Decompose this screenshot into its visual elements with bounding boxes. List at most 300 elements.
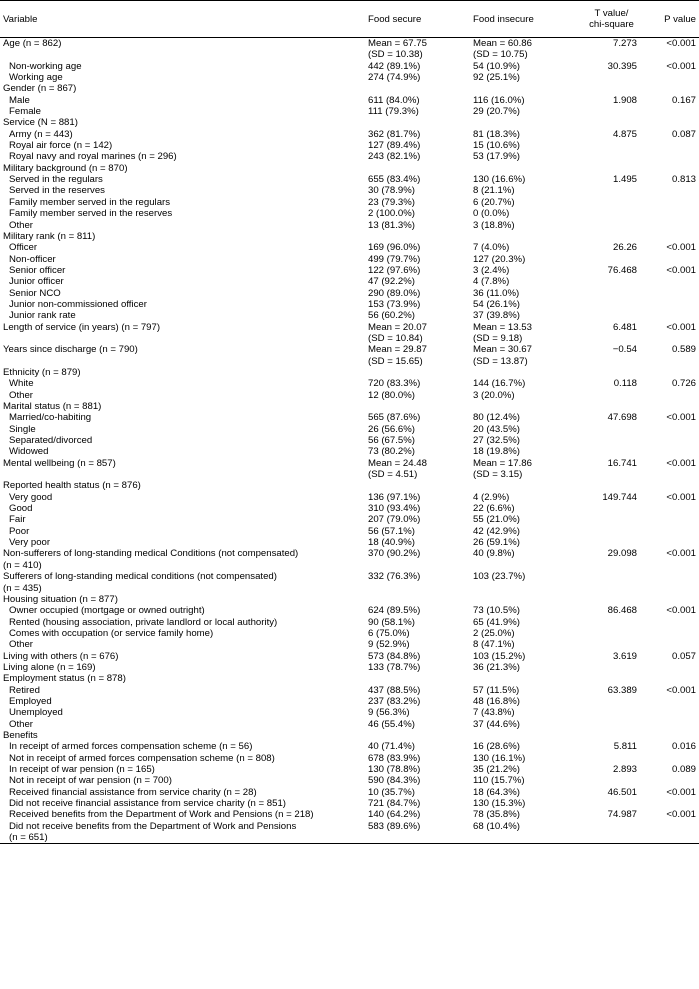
food-insecure-cell [473,344,577,367]
t-value-cell [577,639,645,650]
food-insecure-cell [473,571,577,594]
food-secure-value: Mean = 67.75 [368,38,427,49]
t-value-cell [577,707,645,718]
food-insecure-cell [473,753,577,764]
food-secure-cell [368,129,473,140]
p-value-cell: <0.001 [666,786,696,798]
food-insecure-cell [473,95,577,106]
variable-cell [0,662,368,673]
t-value-cell [577,288,645,299]
food-secure-cell [368,571,473,594]
p-value-cell: <0.001 [666,321,696,333]
p-value-cell [645,151,699,162]
food-insecure-value: 65 (41.9%) [473,616,520,628]
food-insecure-cell [473,38,577,61]
food-insecure-value: 8 (47.1%) [473,639,515,651]
t-value-cell [577,480,645,491]
table-row [0,174,699,185]
p-value-cell: 0.057 [671,650,696,662]
food-insecure-cell [473,696,577,707]
variable-label: Age (n = 862) [3,38,62,49]
p-value-cell: <0.001 [666,242,696,254]
food-insecure-value: 8 (21.1%) [473,185,515,197]
food-secure-value: Mean = 20.07 [368,321,427,333]
table-row [0,344,699,367]
variable-cell [0,537,368,548]
table-row [0,424,699,435]
food-secure-value: 437 (88.5%) [368,684,421,696]
variable-cell [0,231,368,242]
food-insecure-value: Mean = 30.67 [473,344,532,356]
food-secure-value: 90 (58.1%) [368,616,415,628]
food-secure-value: Mean = 24.48 [368,457,427,469]
variable-label: Housing situation (n = 877) [3,593,118,605]
variable-label-cont: (n = 651) [9,832,48,844]
food-secure-value: 140 (64.2%) [368,809,421,821]
t-value-cell: 46.501 [607,786,637,798]
food-insecure-cell [473,310,577,321]
food-insecure-cell [473,288,577,299]
food-secure-cell [368,809,473,820]
variable-cell [0,617,368,628]
food-insecure-cell [473,514,577,525]
table-row [0,719,699,730]
table-row [0,265,699,276]
food-insecure-cell [473,537,577,548]
food-secure-value: 122 (97.6%) [368,264,421,276]
food-insecure-value: 37 (39.8%) [473,310,520,322]
table-row [0,242,699,253]
food-insecure-cell [473,424,577,435]
variable-cell [0,242,368,253]
food-insecure-cell [473,276,577,287]
food-insecure-cell [473,401,577,412]
t-value-cell [577,106,645,117]
food-secure-cell [368,401,473,412]
food-insecure-cell [473,106,577,117]
t-value-cell: 63.389 [607,684,637,696]
food-insecure-value: 81 (18.3%) [473,128,520,140]
table-row [0,548,699,571]
p-value-cell [645,594,699,605]
variable-label: Did not receive financial assistance from service charity (n = 851) [9,798,287,810]
variable-label: Royal navy and royal marines (n = 296) [9,151,177,163]
food-secure-cell [368,174,473,185]
variable-cell [0,514,368,525]
food-insecure-value: 127 (20.3%) [473,253,526,265]
food-insecure-cell [473,662,577,673]
header-t-value-line1: T value/ [594,8,629,19]
food-secure-value: 111 (79.3%) [368,106,419,118]
variable-cell [0,696,368,707]
food-insecure-value: 54 (10.9%) [473,60,520,72]
food-insecure-value: 55 (21.0%) [473,514,520,526]
food-insecure-value: 6 (20.7%) [473,196,515,208]
food-secure-value: 332 (76.3%) [368,571,421,583]
food-secure-cell [368,322,473,345]
p-value-cell [645,526,699,537]
variable-label: Employment status (n = 878) [3,673,126,685]
food-secure-cell [368,662,473,673]
p-value-cell: 0.167 [671,94,696,106]
table-row [0,639,699,650]
food-secure-cell [368,310,473,321]
food-secure-value: 133 (78.7%) [368,661,421,673]
food-secure-cell [368,764,473,775]
variable-label: Living with others (n = 676) [3,650,119,662]
t-value-cell: 47.698 [607,412,637,424]
t-value-cell: 74.987 [607,809,637,821]
header-t-value-line2: chi-square [589,19,634,30]
table-row [0,696,699,707]
food-secure-value: 237 (83.2%) [368,695,421,707]
table-row [0,185,699,196]
table-row [0,390,699,401]
t-value-cell [577,163,645,174]
table-row [0,594,699,605]
food-insecure-cell [473,61,577,72]
variable-label: Family member served in the reserves [9,208,173,220]
food-secure-cell [368,594,473,605]
variable-cell [0,424,368,435]
food-secure-cell [368,503,473,514]
t-value-cell [577,117,645,128]
variable-cell [0,719,368,730]
food-secure-cell [368,163,473,174]
food-insecure-sd: (SD = 9.18) [473,332,523,344]
t-value-cell: 2.893 [612,764,637,775]
food-insecure-value: 36 (21.3%) [473,661,520,673]
p-value-cell [645,276,699,287]
variable-label-cont: (n = 435) [3,582,42,594]
header-p-value: P value [645,1,699,38]
p-value-cell [645,514,699,525]
food-secure-cell [368,151,473,162]
variable-label: Owner occupied (mortgage or owned outright) [9,605,205,617]
t-value-cell: 29.098 [607,548,637,560]
variable-cell [0,787,368,798]
t-value-cell [577,367,645,378]
table-row [0,140,699,151]
p-value-cell [645,220,699,231]
variable-cell [0,775,368,786]
food-secure-cell [368,220,473,231]
food-insecure-value: 2 (25.0%) [473,627,515,639]
table-row [0,197,699,208]
variable-label: Fair [9,514,26,526]
t-value-cell: 7.273 [612,38,637,49]
variable-label: Length of service (in years) (n = 797) [3,321,161,333]
t-value-cell [577,435,645,446]
food-secure-cell [368,344,473,367]
variable-cell [0,628,368,639]
p-value-cell: <0.001 [666,548,696,560]
p-value-cell [645,72,699,83]
variable-cell [0,174,368,185]
food-insecure-cell [473,787,577,798]
t-value-cell [577,594,645,605]
food-secure-sd: (SD = 10.38) [368,49,423,61]
variable-cell [0,378,368,389]
variable-cell [0,412,368,423]
food-secure-cell [368,288,473,299]
t-value-cell: 1.908 [612,94,637,106]
p-value-cell [645,639,699,650]
table-row [0,95,699,106]
variable-label: Separated/divorced [9,435,93,447]
food-secure-cell [368,435,473,446]
variable-cell [0,129,368,140]
food-secure-cell [368,492,473,503]
food-insecure-value: 0 (0.0%) [473,208,510,220]
table-row [0,617,699,628]
food-secure-cell [368,458,473,481]
food-secure-cell [368,61,473,72]
food-insecure-cell [473,208,577,219]
t-value-cell [577,197,645,208]
food-insecure-value: 18 (64.3%) [473,786,520,798]
p-value-cell [645,106,699,117]
table-row [0,809,699,820]
p-value-cell [645,775,699,786]
variable-label: Single [9,423,36,435]
food-secure-cell [368,628,473,639]
food-insecure-cell [473,798,577,809]
t-value-cell [577,730,645,741]
variable-label: Junior non-commissioned officer [9,298,147,310]
t-value-cell [577,514,645,525]
food-insecure-value: 27 (32.5%) [473,435,520,447]
food-secure-cell [368,185,473,196]
header-variable: Variable [0,1,368,38]
food-secure-cell [368,719,473,730]
p-value-cell [645,571,699,594]
food-secure-cell [368,651,473,662]
food-secure-cell [368,480,473,491]
header-food-insecure: Food insecure [473,1,577,38]
food-insecure-value: 20 (43.5%) [473,423,520,435]
t-value-cell [577,424,645,435]
food-insecure-cell [473,322,577,345]
food-insecure-cell [473,435,577,446]
t-value-cell [577,696,645,707]
food-insecure-cell [473,707,577,718]
p-value-cell [645,798,699,809]
variable-label: Did not receive benefits from the Department of Work and Pensions [9,820,297,832]
food-insecure-cell [473,730,577,741]
food-secure-value: 274 (74.9%) [368,72,421,84]
food-secure-sd: (SD = 15.65) [368,355,423,367]
table-row [0,628,699,639]
t-value-cell [577,254,645,265]
food-insecure-value: 18 (19.8%) [473,446,520,458]
food-secure-cell [368,276,473,287]
food-insecure-cell [473,821,577,844]
food-insecure-value: 22 (6.6%) [473,503,515,515]
table-row [0,117,699,128]
p-value-cell [645,662,699,673]
t-value-cell: 0.118 [613,378,637,390]
table-row [0,151,699,162]
p-value-cell: 0.726 [671,378,696,390]
table-row [0,753,699,764]
table-row [0,254,699,265]
p-value-cell: 0.589 [671,344,696,356]
p-value-cell [645,435,699,446]
food-secure-value: 23 (79.3%) [368,196,415,208]
food-secure-value: 583 (89.6%) [368,820,421,832]
food-insecure-sd: (SD = 10.75) [473,49,528,61]
food-secure-value: 611 (84.0%) [368,94,420,106]
p-value-cell: <0.001 [666,412,696,424]
food-secure-cell [368,390,473,401]
variable-label: Senior officer [9,264,66,276]
variable-label: Widowed [9,446,49,458]
variable-cell [0,401,368,412]
food-insecure-cell [473,412,577,423]
p-value-cell [645,673,699,684]
t-value-cell [577,140,645,151]
variable-cell [0,571,368,594]
food-secure-cell [368,537,473,548]
p-value-cell: <0.001 [666,264,696,276]
food-insecure-value: Mean = 60.86 [473,38,532,49]
table-row [0,503,699,514]
food-insecure-cell [473,492,577,503]
table-row [0,673,699,684]
t-value-cell: −0.54 [612,344,637,356]
table-row [0,492,699,503]
food-insecure-value: 130 (15.3%) [473,798,526,810]
variable-label: Non-working age [9,60,82,72]
food-secure-cell [368,605,473,616]
table-row [0,83,699,94]
variable-label: Years since discharge (n = 790) [3,344,138,356]
p-value-cell [645,197,699,208]
variable-label: Non-sufferers of long-standing medical Conditions (not compensated) [3,548,299,560]
t-value-cell: 1.495 [612,174,637,186]
food-secure-cell [368,424,473,435]
variable-cell [0,61,368,72]
food-insecure-value: 3 (18.8%) [473,219,515,231]
food-secure-value: 362 (81.7%) [368,128,421,140]
p-value-cell: <0.001 [666,491,696,503]
food-insecure-cell [473,617,577,628]
variable-cell [0,809,368,820]
variable-label: Officer [9,242,38,254]
variable-label: White [9,378,34,390]
variable-cell [0,299,368,310]
table-row [0,571,699,594]
variable-cell [0,651,368,662]
food-secure-cell [368,265,473,276]
t-value-cell [577,401,645,412]
food-secure-value: Mean = 29.87 [368,344,427,356]
table-row [0,208,699,219]
variable-label: Army (n = 443) [9,128,73,140]
variable-cell [0,72,368,83]
variable-cell [0,151,368,162]
variable-cell [0,185,368,196]
t-value-cell [577,310,645,321]
table-row [0,526,699,537]
food-insecure-cell [473,548,577,571]
variable-label-cont: (n = 410) [3,559,42,571]
food-insecure-cell [473,231,577,242]
food-insecure-value: 144 (16.7%) [473,378,526,390]
variable-cell [0,446,368,457]
variable-label: Family member served in the regulars [9,196,171,208]
food-secure-value: 565 (87.6%) [368,412,421,424]
table-row [0,514,699,525]
food-insecure-value: 130 (16.6%) [473,174,526,186]
t-value-cell [577,208,645,219]
variable-label: Military background (n = 870) [3,162,128,174]
p-value-cell [645,707,699,718]
p-value-cell [645,163,699,174]
table-row [0,231,699,242]
table-row [0,129,699,140]
food-secure-value: 56 (60.2%) [368,310,415,322]
food-secure-value: 655 (83.4%) [368,174,421,186]
p-value-cell [645,401,699,412]
food-secure-value: 310 (93.4%) [368,503,421,515]
food-secure-value: 6 (75.0%) [368,627,410,639]
food-secure-cell [368,378,473,389]
table-row [0,322,699,345]
variable-label: Reported health status (n = 876) [3,480,141,492]
variable-label: Poor [9,525,30,537]
variable-label: Marital status (n = 881) [3,401,102,412]
variable-cell [0,435,368,446]
t-value-cell [577,719,645,730]
p-value-cell: <0.001 [666,60,696,72]
food-secure-value: 590 (84.3%) [368,775,421,787]
variable-label: Junior officer [9,276,64,288]
table-row [0,61,699,72]
p-value-cell: 0.016 [671,741,696,753]
table-row [0,741,699,752]
food-secure-value: 624 (89.5%) [368,605,421,617]
food-secure-cell [368,673,473,684]
food-insecure-value: 26 (59.1%) [473,537,520,549]
variable-cell [0,117,368,128]
p-value-cell [645,628,699,639]
t-value-cell [577,753,645,764]
table-row [0,537,699,548]
table-row [0,276,699,287]
food-insecure-cell [473,685,577,696]
food-secure-value: 678 (83.9%) [368,752,421,764]
food-insecure-value: 57 (11.5%) [473,684,520,696]
t-value-cell: 16.741 [607,457,637,469]
t-value-cell: 86.468 [607,605,637,617]
t-value-cell: 6.481 [612,321,637,333]
table-row [0,401,699,412]
food-secure-cell [368,685,473,696]
variable-label: In receipt of war pension (n = 165) [9,764,155,775]
food-secure-value: 370 (90.2%) [368,548,421,560]
p-value-cell [645,730,699,741]
table-row [0,299,699,310]
food-secure-cell [368,83,473,94]
variable-label: Served in the reserves [9,185,105,197]
food-secure-value: 207 (79.0%) [368,514,421,526]
p-value-cell [645,310,699,321]
table-row [0,446,699,457]
food-insecure-cell [473,265,577,276]
variable-cell [0,140,368,151]
